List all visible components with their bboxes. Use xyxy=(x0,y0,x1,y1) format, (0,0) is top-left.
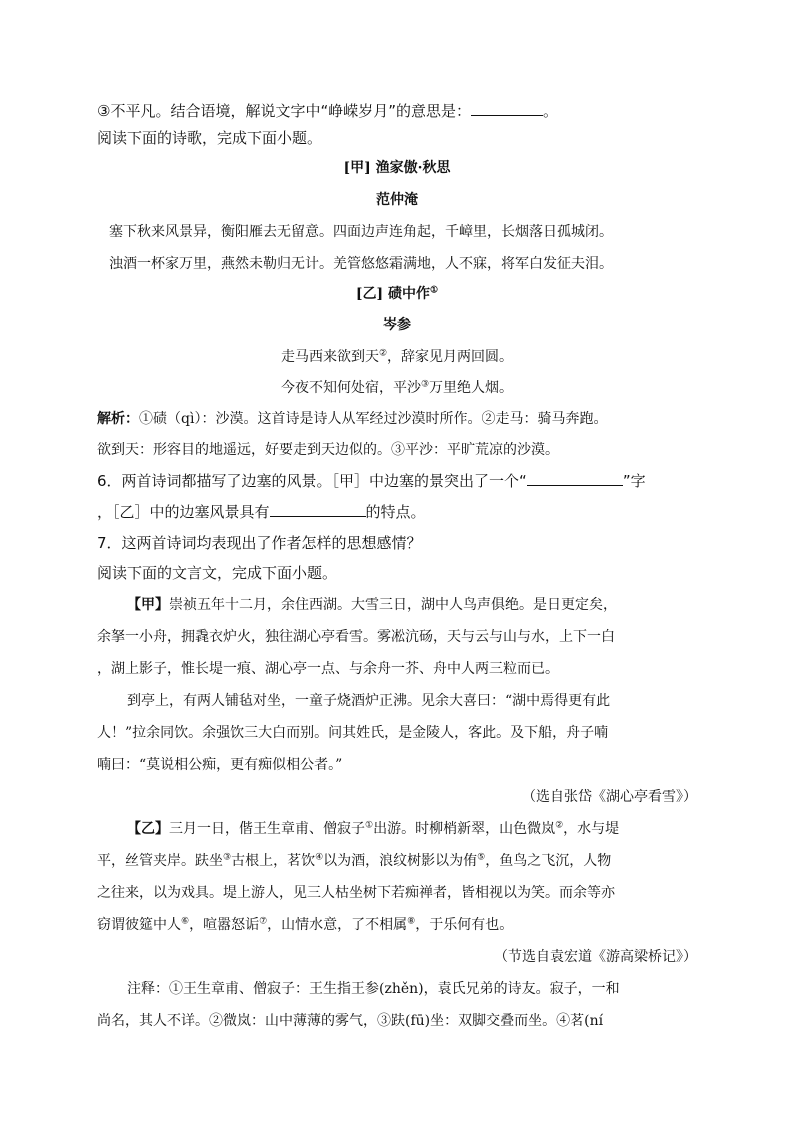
passage-text: ，山情水意，了不相属 xyxy=(267,917,408,933)
passage-text: 窃谓彼筵中人 xyxy=(97,917,181,933)
passage-jia-line: 人！”拉余同饮。余强饮三大白而别。问其姓氏，是金陵人，客此。及下船，舟子喃 xyxy=(97,725,609,741)
passage-yi-line xyxy=(97,915,513,935)
footnote-mark: ② xyxy=(378,348,388,359)
reading-instruction: 阅读下面的文言文，完成下面小题。 xyxy=(97,564,338,582)
passage-text: ，喧嚣怒诟 xyxy=(189,917,260,933)
footnote-mark: ③ xyxy=(223,852,232,863)
passage-jia-source: （选自张岱《湖心亭看雪》） xyxy=(522,789,697,805)
passage-text: ，于乐何有也。 xyxy=(415,917,514,933)
question-text: ③不平凡。结合语境，解说文字中“峥嵘岁月”的意思是： xyxy=(97,102,471,120)
footnote-mark: ① xyxy=(365,820,374,831)
poem2-title xyxy=(97,284,697,304)
question-6 xyxy=(97,471,646,491)
question-text: ”字 xyxy=(622,472,646,490)
passage-text: ，水与堤 xyxy=(563,821,620,837)
question-text-end: 。 xyxy=(543,102,559,120)
passage-text: 出游。时柳梢新翠，山色微岚 xyxy=(373,821,556,837)
annotation-text: ①碛（qì）：沙漠。这首诗是诗人从军经过沙漠时所作。②走马：骑马奔跑。 xyxy=(139,411,608,427)
annotation-line: 欲到天：形容目的地遥远，好要走到天边似的。③平沙：平旷荒凉的沙漠。 xyxy=(97,442,559,458)
passage-jia-line: ，湖上影子，惟长堤一痕、湖心亭一点、与余舟一芥、舟中人两三粒而已。 xyxy=(97,661,559,677)
poem1-line: 浊酒一杯家万里，燕然未勒归无计。羌管悠悠霜满地，人不寐，将军白发征夫泪。 xyxy=(109,256,613,272)
question-6-cont xyxy=(97,502,426,522)
footnote-mark: ① xyxy=(430,285,439,296)
annotation-line: 尚名，其人不详。②微岚：山中薄薄的雾气，③趺(fū)坐：双脚交叠而坐。④茗(ní xyxy=(97,1013,604,1029)
passage-text: 古根上，茗饮 xyxy=(231,853,316,869)
passage-jia-line: 到亭上，有两人铺毡对坐，一童子烧酒炉正沸。见余大喜曰：“湖中焉得更有此 xyxy=(127,693,611,709)
question-7: 7．这两首诗词均表现出了作者怎样的思想感情？ xyxy=(97,534,422,552)
footnote-mark: ③ xyxy=(420,379,430,390)
passage-jia-line: 余拏一小舟，拥毳衣炉火，独往湖心亭看雪。雾凇沆砀，天与云与山与水，上下一白 xyxy=(97,629,615,645)
reading-instruction: 阅读下面的诗歌，完成下面小题。 xyxy=(97,129,323,147)
question-text: ，［乙］中的边塞风景具有 xyxy=(97,503,270,521)
passage-label: 【甲】 xyxy=(127,597,169,613)
question-text: 的特点。 xyxy=(365,503,426,521)
poem-text: 今夜不知何处宿，平沙 xyxy=(280,380,421,396)
passage-text: 平，丝管夹岸。趺坐 xyxy=(97,853,223,869)
poem2-title-text: [乙] 碛中作 xyxy=(355,286,431,302)
annotation-line xyxy=(97,409,607,429)
poem1-title: [甲] 渔家傲·秋思 xyxy=(343,160,451,176)
passage-yi-source: （节选自袁宏道《游高梁桥记》） xyxy=(494,949,697,965)
poem2-line xyxy=(97,378,697,398)
poem-text: 走马西来欲到天 xyxy=(280,349,379,365)
answer-blank[interactable] xyxy=(270,502,366,517)
footnote-mark: ⑦ xyxy=(259,916,268,927)
passage-text: 以为酒，浪纹树影以为侑 xyxy=(323,853,478,869)
passage-jia-line: 喃曰：“莫说相公痴，更有痴似相公者。” xyxy=(97,757,343,773)
passage-yi-line xyxy=(127,819,619,839)
passage-yi-line: 之往来，以为戏具。堤上游人，见三人枯坐树下若痴禅者，皆相视以为笑。而余等亦 xyxy=(97,885,615,901)
footnote-mark: ⑤ xyxy=(477,852,486,863)
answer-blank[interactable] xyxy=(471,101,543,116)
passage-yi-line xyxy=(97,851,611,871)
passage-text: ，鱼鸟之飞沉，人物 xyxy=(485,853,612,869)
footnote-mark: ⑧ xyxy=(407,916,416,927)
poem-text: ，辞家见月两回圆。 xyxy=(387,349,514,365)
answer-blank[interactable] xyxy=(527,471,623,486)
poem1-author: 范仲淹 xyxy=(376,192,418,208)
annotation-label: 解析： xyxy=(97,411,139,427)
annotation-line: 注释：①王生章甫、僧寂子：王生指王参(zhěn)，袁氏兄弟的诗友。寂子，一和 xyxy=(127,981,620,997)
footnote-mark: ④ xyxy=(315,852,324,863)
poem1-line: 塞下秋来风景异，衡阳雁去无留意。四面边声连角起，千嶂里，长烟落日孤城闭。 xyxy=(109,224,613,240)
footnote-mark: ⑥ xyxy=(181,916,190,927)
poem-text: 万里绝人烟。 xyxy=(429,380,514,396)
passage-jia-line xyxy=(127,595,617,615)
question-text: 6．两首诗词都描写了边塞的风景。［甲］中边塞的景突出了一个“ xyxy=(97,472,527,490)
question-line-meaning xyxy=(97,101,558,121)
poem2-author: 岑参 xyxy=(383,317,411,333)
poem2-line xyxy=(97,347,697,367)
passage-text: 崇祯五年十二月，余住西湖。大雪三日，湖中人鸟声俱绝。是日更定矣， xyxy=(169,597,617,613)
passage-text: 三月一日，偕王生章甫、僧寂子 xyxy=(169,821,365,837)
passage-label: 【乙】 xyxy=(127,821,169,837)
footnote-mark: ② xyxy=(555,820,564,831)
